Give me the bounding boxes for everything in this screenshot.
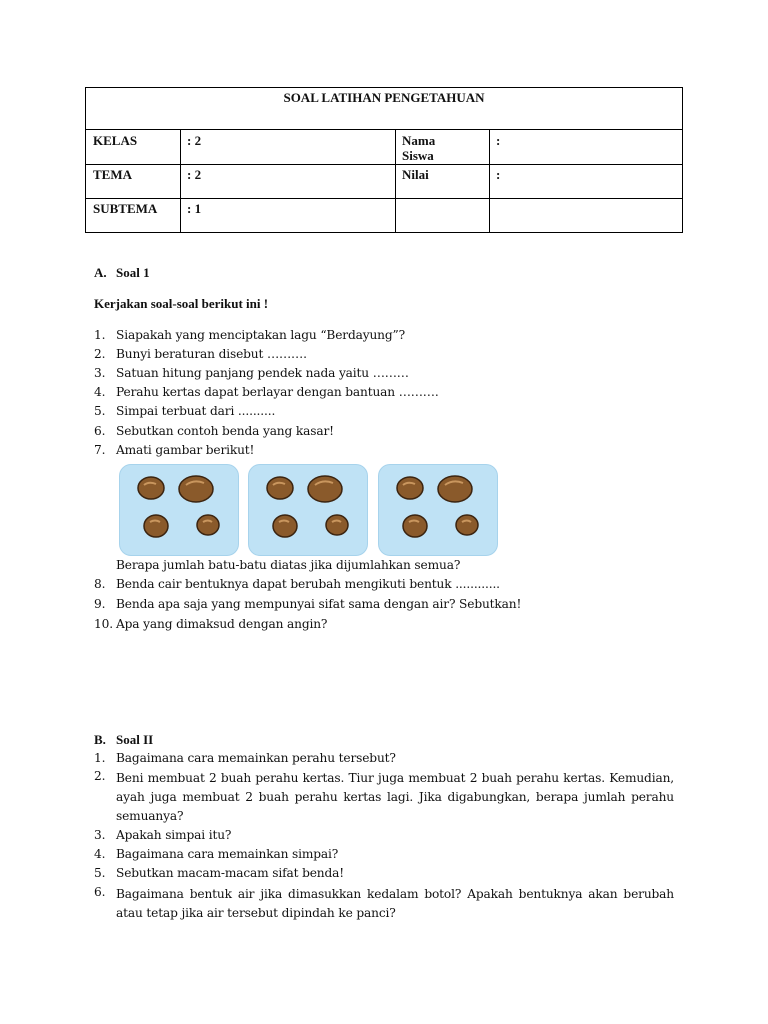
stones-image-panel xyxy=(248,464,368,556)
stones-illustration xyxy=(249,465,369,557)
stone-icon xyxy=(326,515,348,535)
section-a-letter: A. xyxy=(94,265,107,280)
nilai-label: Nilai xyxy=(402,167,429,182)
stone-icon xyxy=(144,515,168,537)
table-divider xyxy=(489,130,490,232)
subtema-value: : 1 xyxy=(187,201,202,216)
table-divider xyxy=(180,130,181,232)
nilai-value: : xyxy=(496,167,501,182)
stone-icon xyxy=(397,477,423,499)
kelas-label: KELAS xyxy=(93,133,138,148)
header-table xyxy=(85,87,683,233)
tema-label: TEMA xyxy=(93,167,132,182)
stones-illustration xyxy=(120,465,240,557)
nama-label: Nama Siswa xyxy=(402,133,436,163)
stones-image-panel xyxy=(119,464,239,556)
nama-value: : xyxy=(496,133,501,148)
stone-icon xyxy=(403,515,427,537)
section-a-instruction: Kerjakan soal-soal berikut ini ! xyxy=(94,296,269,311)
section-a-heading: Soal 1 xyxy=(116,265,150,280)
subtema-label: SUBTEMA xyxy=(93,201,158,216)
section-b-heading: Soal II xyxy=(116,732,154,747)
table-divider xyxy=(395,130,396,232)
table-divider xyxy=(86,164,682,165)
stone-icon xyxy=(273,515,297,537)
stone-icon xyxy=(308,476,342,502)
tema-value: : 2 xyxy=(187,167,202,182)
worksheet-title: SOAL LATIHAN PENGETAHUAN xyxy=(86,88,682,130)
stone-icon xyxy=(138,477,164,499)
image-caption: Berapa jumlah batu-batu diatas jika dijumlahkan semua? xyxy=(116,558,461,572)
stone-icon xyxy=(267,477,293,499)
stone-icon xyxy=(179,476,213,502)
kelas-value: : 2 xyxy=(187,133,202,148)
section-b-letter: B. xyxy=(94,732,106,747)
stones-illustration xyxy=(379,465,499,557)
table-divider xyxy=(86,198,682,199)
stone-icon xyxy=(438,476,472,502)
stone-icon xyxy=(456,515,478,535)
stones-image-panel xyxy=(378,464,498,556)
stone-icon xyxy=(197,515,219,535)
